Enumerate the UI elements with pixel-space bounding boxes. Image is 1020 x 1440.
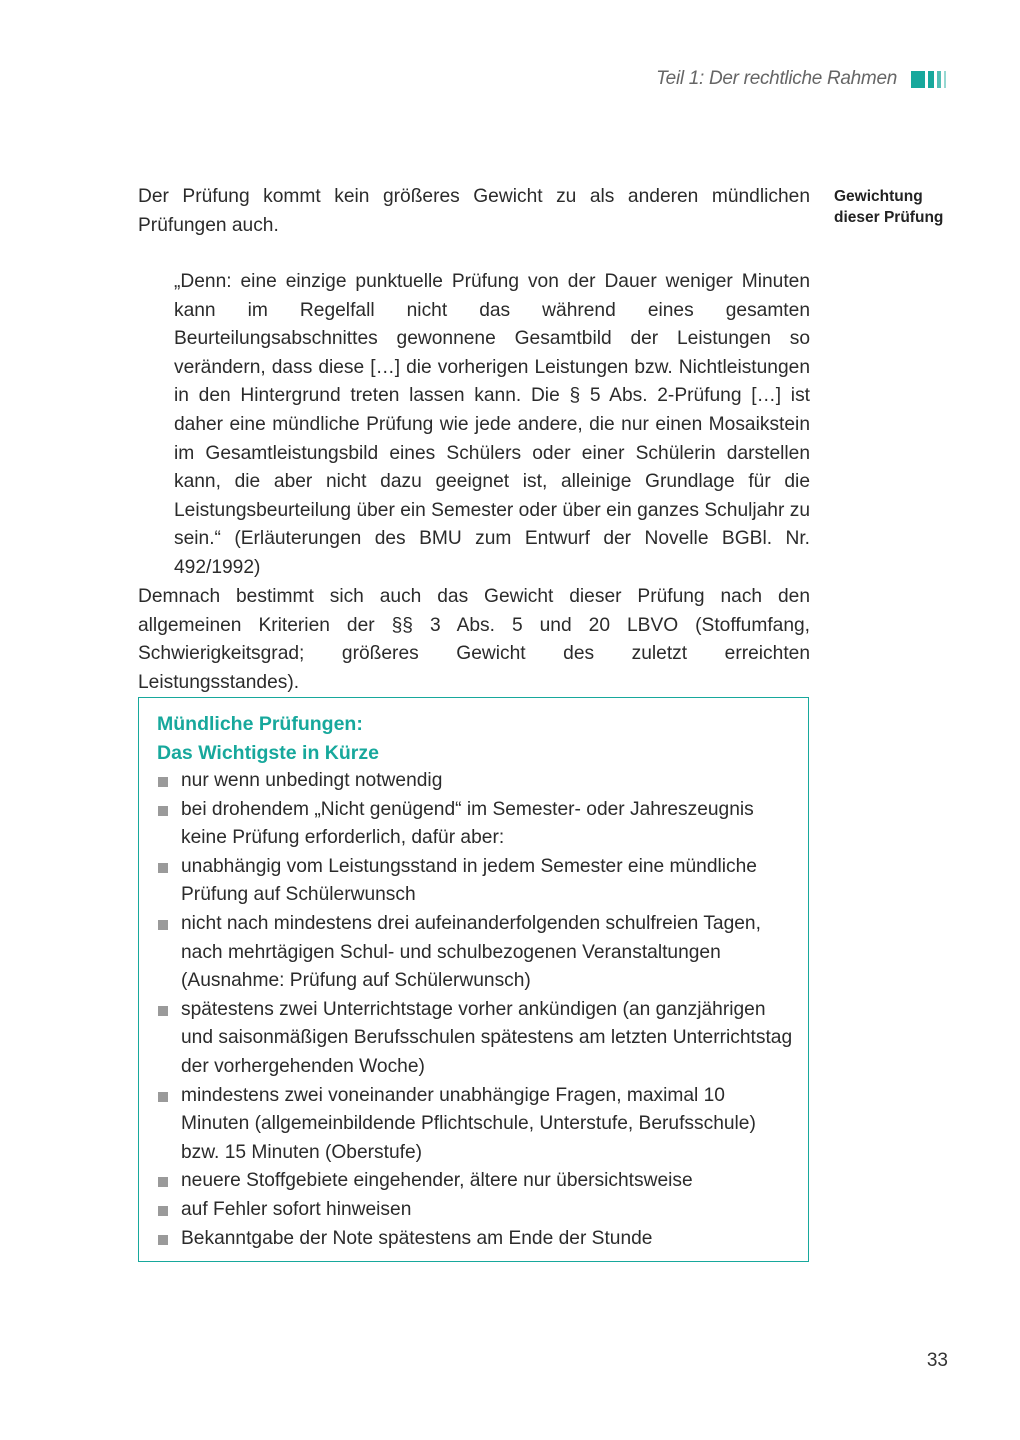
square-bullet-icon [158, 1092, 168, 1102]
block-quote: „Denn: eine einzige punktuelle Prüfung von der Dauer weniger Minuten kann im Regelfall nicht das während eines gesamten Beurteilungsabschnittes gewonnene Gesamtbild der Leistungen so verändern, dass diese […] die vorherigen Leistungen bzw. Nichtleistungen in den Hintergrund treten lassen kann. Die § 5 Abs. 2-Prüfung […] ist daher eine mündliche Prüfung wie jede andere, die nur einen Mosaikstein im Gesamtleistungsbild eines Schülers oder einer Schülerin darstellen kann, die aber nicht dazu geeignet ist, alleinige Grundlage für die Leistungsbeurteilung über ein Semester oder über ein ganzes Schuljahr zu sein.“ (Erläuterungen des BMU zum Entwurf der Novelle BGBl. Nr. 492/1992) [174, 271, 810, 578]
square-bullet-icon [158, 1177, 168, 1187]
square-bullet-icon [158, 806, 168, 816]
list-item: unabhängig vom Leistungsstand in jedem Semester eine mündliche Prüfung auf Schülerwunsch [157, 853, 793, 910]
list-item: neuere Stoffgebiete eingehender, ältere nur übersichtsweise [157, 1167, 793, 1196]
list-item: auf Fehler sofort hinweisen [157, 1196, 793, 1225]
list-item: mindestens zwei voneinander unabhängige Fragen, maximal 10 Minuten (allgemeinbildende Pflichtschule, Unterstufe, Berufsschule) bzw. 15 Minuten (Oberstufe) [157, 1082, 793, 1168]
margin-note [834, 186, 943, 228]
list-item: nicht nach mindestens drei aufeinanderfolgenden schulfreien Tagen, nach mehrtägigen Schul- und schulbezogenen Veranstaltungen (Ausnahme: Prüfung auf Schülerwunsch) [157, 910, 793, 996]
list-item: Bekanntgabe der Note spätestens am Ende der Stunde [157, 1225, 793, 1254]
square-bullet-icon [158, 1206, 168, 1216]
square-bullet-icon [158, 1006, 168, 1016]
margin-note-line2: dieser Prüfung [834, 209, 944, 226]
running-title: Teil 1: Der rechtliche Rahmen [656, 68, 897, 89]
summary-box-title: Mündliche Prüfungen: Das Wichtigste in Kürze [157, 713, 379, 764]
square-bullet-icon [158, 1235, 168, 1245]
body-paragraph-1: Der Prüfung kommt kein größeres Gewicht zu als anderen mündlichen Prüfungen auch. [138, 186, 810, 236]
square-bullet-icon [158, 863, 168, 873]
running-header [656, 68, 946, 90]
page-number: 33 [926, 1350, 948, 1371]
section-marker-icon [911, 71, 946, 88]
list-item: nur wenn unbedingt notwendig [157, 767, 793, 796]
square-bullet-icon [158, 777, 168, 787]
list-item: bei drohendem „Nicht genügend“ im Semester- oder Jahreszeugnis keine Prüfung erforderlich, dafür aber: [157, 796, 793, 853]
body-paragraph-2: Demnach bestimmt sich auch das Gewicht dieser Prüfung nach den allgemeinen Kriterien der §§ 3 Abs. 5 und 20 LBVO (Stoffumfang, Schwierigkeitsgrad; größeres Gewicht des zuletzt erreichten Leistungsstandes). [138, 586, 810, 693]
list-item: spätestens zwei Unterrichtstage vorher ankündigen (an ganzjährigen und saisonmäßigen Berufsschulen spätestens am letzten Unterrichtstag der vorhergehenden Woche) [157, 996, 793, 1082]
square-bullet-icon [158, 920, 168, 930]
summary-box [138, 697, 809, 1262]
summary-list [157, 767, 793, 1253]
margin-note-line1: Gewichtung [834, 188, 923, 205]
